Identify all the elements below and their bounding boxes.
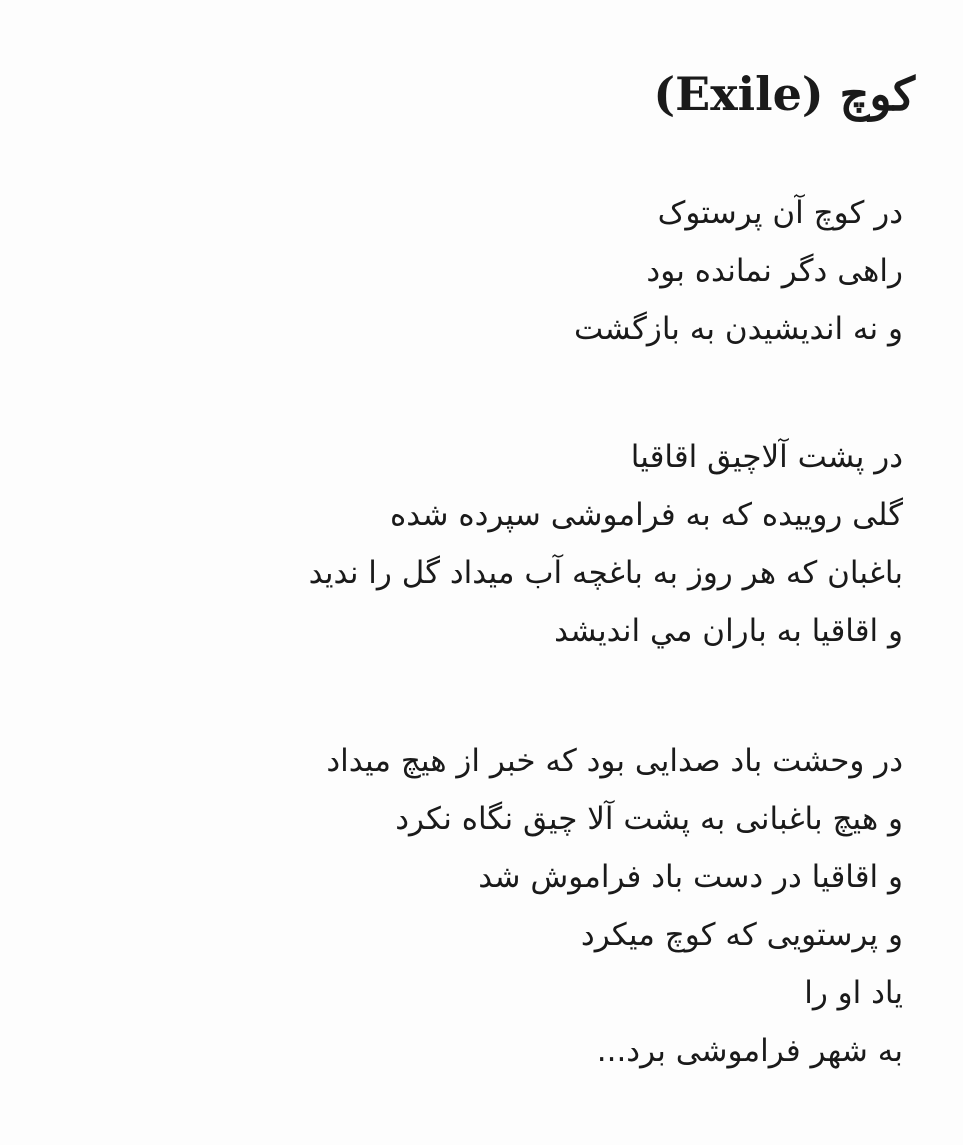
poem-line: گلی روییده که به فراموشی سپرده شده (390, 497, 903, 533)
stanza-1 (43, 184, 903, 358)
poem-line: و اقاقیا در دست باد فراموش شد (478, 859, 903, 895)
poem-line: و پرستویی که کوچ میکرد (580, 917, 903, 953)
poem-line: و نه اندیشیدن به بازگشت (574, 311, 903, 347)
stanza-3 (43, 732, 903, 1080)
poem-line: و هیچ باغبانی به پشت آلا چیق نگاه نکرد (395, 801, 903, 837)
stanza-2 (43, 428, 903, 660)
poem-line: باغبان که هر روز به باغچه آب میداد گل را ندید (308, 555, 903, 591)
poem-line: در وحشت باد صدایی بود که خبر از هیچ میداد (326, 743, 903, 779)
poem-line: و اقاقیا به باران مي انديشد (554, 613, 903, 649)
poem-line: یاد او را (804, 975, 903, 1011)
poem-title: کوچ (Exile) (653, 67, 915, 121)
poem-line: به شهر فراموشی برد... (596, 1033, 903, 1069)
poem-line: راهی دگر نمانده بود (646, 253, 903, 289)
poem-line: در کوچ آن پرستوک (657, 195, 903, 231)
poem-line: در پشت آلاچیق اقاقیا (630, 439, 903, 475)
